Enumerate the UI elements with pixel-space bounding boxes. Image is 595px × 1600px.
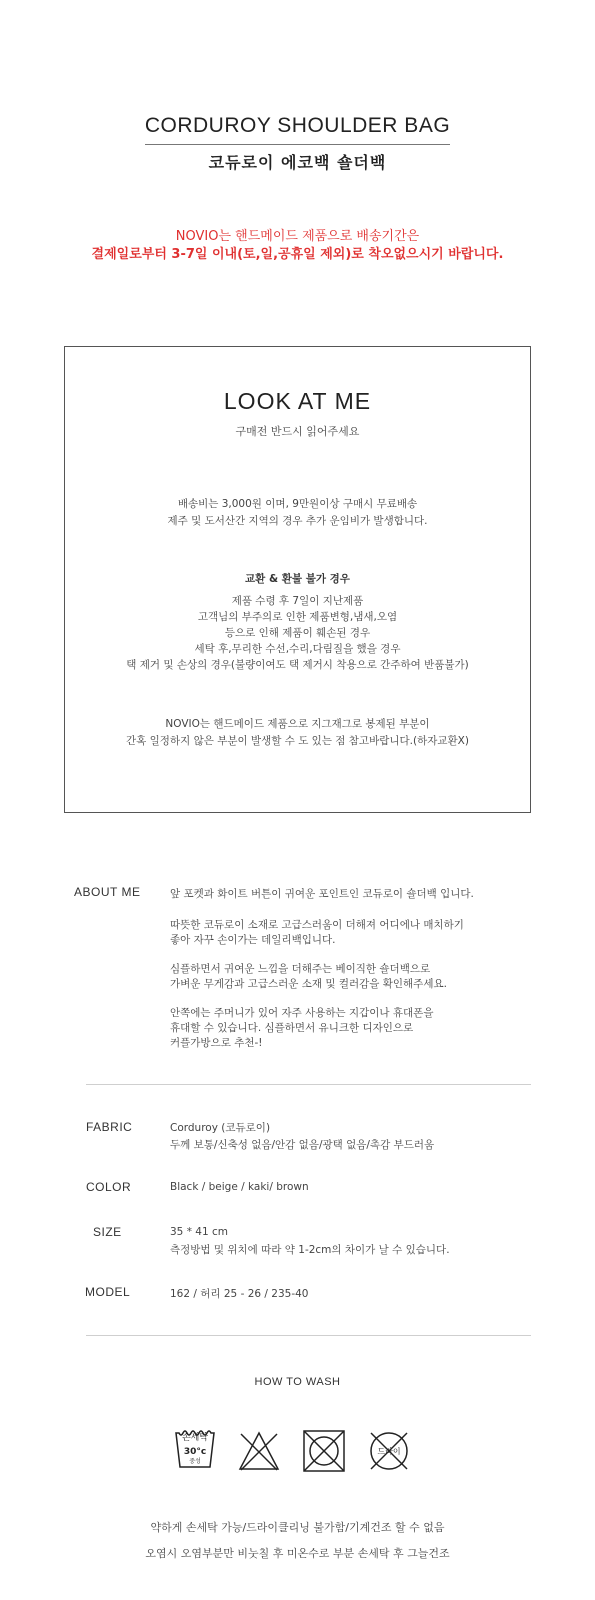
about-paragraph-line: 커플가방으로 추천-! xyxy=(170,1037,263,1049)
wash-instruction-line2: 오염시 오염부분만 비눗칠 후 미온수로 부분 손세탁 후 그늘건조 xyxy=(145,1547,450,1560)
fabric-label: FABRIC xyxy=(86,1120,133,1134)
hand-wash-label: 손세탁 xyxy=(181,1433,209,1443)
exchange-heading: 교환 & 환불 불가 경우 xyxy=(245,573,350,585)
shipping-notice-line2: 결제일로부터 3-7일 이내(토,일,공휴일 제외)로 착오없으시기 바랍니다. xyxy=(91,247,504,262)
model-label: MODEL xyxy=(85,1285,131,1299)
size-detail: 측정방법 및 위치에 따라 약 1-2cm의 차이가 날 수 있습니다. xyxy=(170,1244,450,1256)
model-value: 162 / 허리 25 - 26 / 235-40 xyxy=(170,1288,309,1300)
exchange-item: 등으로 인해 제품이 훼손된 경우 xyxy=(224,627,371,639)
about-paragraph-line: 좋아 자꾸 손이가는 데일리백입니다. xyxy=(170,934,336,946)
how-to-wash-heading: HOW TO WASH xyxy=(254,1376,341,1388)
about-paragraph-line: 가벼운 무게감과 고급스러운 소재 및 컬러감을 확인해주세요. xyxy=(170,978,447,990)
page-title: CORDUROY SHOULDER BAG xyxy=(144,114,451,137)
exchange-item: 세탁 후,무리한 수선,수리,다림질을 했을 경우 xyxy=(194,643,401,655)
about-paragraph-line: 안쪽에는 주머니가 있어 자주 사용하는 지갑이나 휴대폰을 xyxy=(170,1007,434,1019)
look-at-me-subtitle: 구매전 반드시 읽어주세요 xyxy=(235,425,360,438)
no-bleach-icon xyxy=(237,1430,281,1474)
look-at-me-title: LOOK AT ME xyxy=(223,388,372,414)
color-label: COLOR xyxy=(86,1180,132,1194)
section-divider xyxy=(86,1335,531,1336)
handmade-note-line2: 간혹 일정하지 않은 부분이 발생할 수 도 있는 점 참고바랍니다.(하자교환X) xyxy=(126,735,469,747)
shipping-fee-line: 배송비는 3,000원 이며, 9만원이상 구매시 무료배송 xyxy=(177,498,418,510)
no-tumble-dry-icon xyxy=(302,1429,346,1473)
about-paragraph-line: 따뜻한 코듀로이 소재로 고급스러움이 더해져 어디에나 매치하기 xyxy=(170,919,464,931)
size-label: SIZE xyxy=(93,1225,122,1239)
dry-clean-label: 드라이 xyxy=(377,1447,401,1456)
size-value: 35 * 41 cm xyxy=(170,1226,228,1238)
about-me-label: ABOUT ME xyxy=(74,885,141,899)
fabric-value: Corduroy (코듀로이) xyxy=(170,1122,271,1134)
hand-wash-icon xyxy=(173,1427,217,1471)
hand-wash-temp: 30°c xyxy=(183,1447,207,1457)
page-subtitle: 코듀로이 에코백 숄더백 xyxy=(208,153,387,172)
about-paragraph-line: 심플하면서 귀여운 느낌을 더해주는 베이직한 숄더백으로 xyxy=(170,963,431,975)
fabric-detail: 두께 보통/신축성 없음/안감 없음/광택 없음/촉감 부드러움 xyxy=(170,1139,435,1151)
exchange-item: 고객님의 부주의로 인한 제품변형,냄새,오염 xyxy=(197,611,398,623)
color-value: Black / beige / kaki/ brown xyxy=(170,1181,309,1193)
exchange-item: 택 제거 및 손상의 경우(불량이여도 택 제거시 착용으로 간주하여 반품불가) xyxy=(126,659,469,671)
title-divider xyxy=(145,144,450,145)
shipping-remote-line: 제주 및 도서산간 지역의 경우 추가 운임비가 발생합니다. xyxy=(167,515,428,527)
section-divider xyxy=(86,1084,531,1085)
about-paragraph-line: 앞 포켓과 화이트 버튼이 귀여운 포인트인 코듀로이 숄더백 입니다. xyxy=(170,888,474,900)
hand-wash-note: 중성 xyxy=(189,1458,201,1465)
shipping-notice-line1: NOVIO는 핸드메이드 제품으로 배송기간은 xyxy=(175,229,420,244)
about-paragraph-line: 휴대할 수 있습니다. 심플하면서 유니크한 디자인으로 xyxy=(170,1022,414,1034)
exchange-item: 제품 수령 후 7일이 지난제품 xyxy=(231,595,364,607)
no-dry-clean-icon xyxy=(367,1429,411,1473)
handmade-note-line1: NOVIO는 핸드메이드 제품으로 지그재그로 봉제된 부분이 xyxy=(165,718,430,730)
wash-instruction-line1: 약하게 손세탁 가능/드라이클리닝 불가함/기계건조 할 수 없음 xyxy=(150,1521,445,1534)
